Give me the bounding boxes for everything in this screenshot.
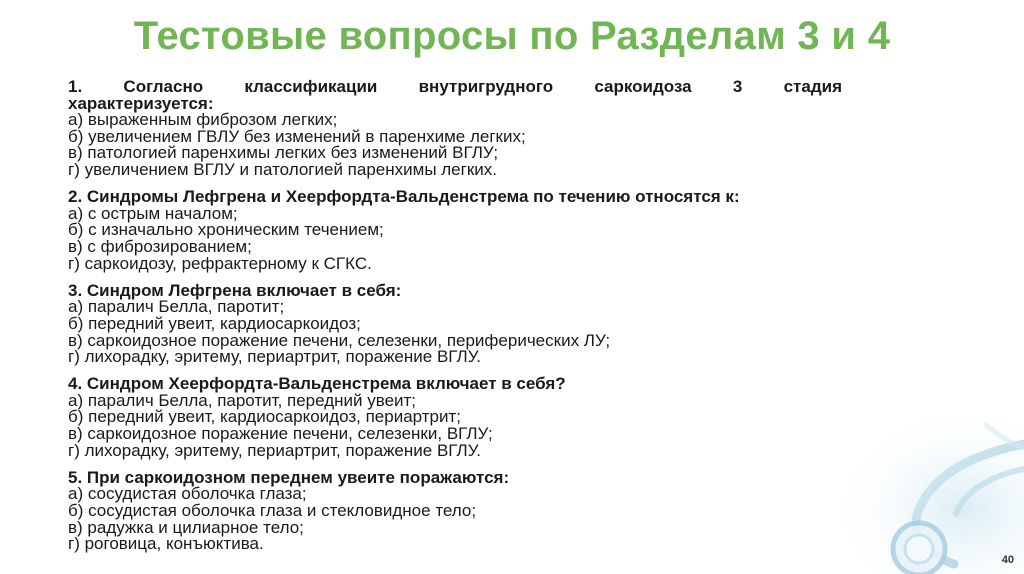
question-text: 2. Синдромы Лефгрена и Хеерфордта-Вальденстрема по течению относятся к:: [68, 187, 740, 207]
answer-option: в) радужка и цилиарное тело;: [68, 517, 304, 537]
answer-option: а) с острым началом;: [68, 203, 238, 223]
question-text: 4. Синдром Хеерфордта-Вальденстрема включает в себя?: [68, 374, 566, 394]
question-text: 1. Согласно классификации внутригрудного саркоидоза 3 стадия: [68, 77, 842, 96]
answer-option: в) саркоидозное поражение печени, селезенки, ВГЛУ;: [68, 424, 493, 444]
question-5: [68, 467, 842, 554]
answer-option: б) сосудистая оболочка глаза и стекловидное тело;: [68, 501, 477, 521]
answer-option: в) саркоидозное поражение печени, селезенки, периферических ЛУ;: [68, 330, 611, 350]
slide-title: Тестовые вопросы по Разделам 3 и 4: [133, 14, 891, 58]
answer-option: в) с фиброзированием;: [68, 236, 252, 256]
question-text: 3. Синдром Лефгрена включает в себя:: [68, 280, 402, 300]
question-4: [68, 376, 842, 459]
answer-option: б) увеличением ГВЛУ без изменений в паренхиме легких;: [68, 126, 526, 146]
answer-option: г) саркоидозу, рефрактерному к СГКС.: [68, 253, 372, 273]
answer-option: г) лихорадку, эритему, периартрит, поражение ВГЛУ.: [68, 440, 481, 460]
question-text: 5. При саркоидозном переднем увеите поражаются:: [68, 467, 510, 487]
question-1: [68, 79, 842, 179]
stethoscope-decoration-icon: [824, 414, 1024, 574]
question-text-continued: характеризуется:: [68, 93, 214, 113]
answer-option: г) роговица, конъюктива.: [68, 534, 264, 554]
answer-option: в) патологией паренхимы легких без изменений ВГЛУ;: [68, 143, 499, 163]
answer-option: б) передний увеит, кардиосаркоидоз;: [68, 313, 361, 333]
answer-option: б) с изначально хроническим течением;: [68, 220, 384, 240]
page-number: 40: [1001, 554, 1014, 566]
answer-option: а) выраженным фиброзом легких;: [68, 110, 338, 130]
question-3: [68, 280, 842, 367]
answer-option: г) увеличением ВГЛУ и патологией паренхимы легких.: [68, 159, 497, 179]
answer-option: а) паралич Белла, паротит;: [68, 297, 285, 317]
answer-option: г) лихорадку, эритему, периартрит, поражение ВГЛУ.: [68, 347, 481, 367]
answer-option: б) передний увеит, кардиосаркоидоз, периартрит;: [68, 407, 461, 427]
question-2: [68, 189, 842, 272]
answer-option: а) сосудистая оболочка глаза;: [68, 484, 307, 504]
answer-option: а) паралич Белла, паротит, передний увеит;: [68, 390, 417, 410]
questions-list: [68, 79, 842, 563]
